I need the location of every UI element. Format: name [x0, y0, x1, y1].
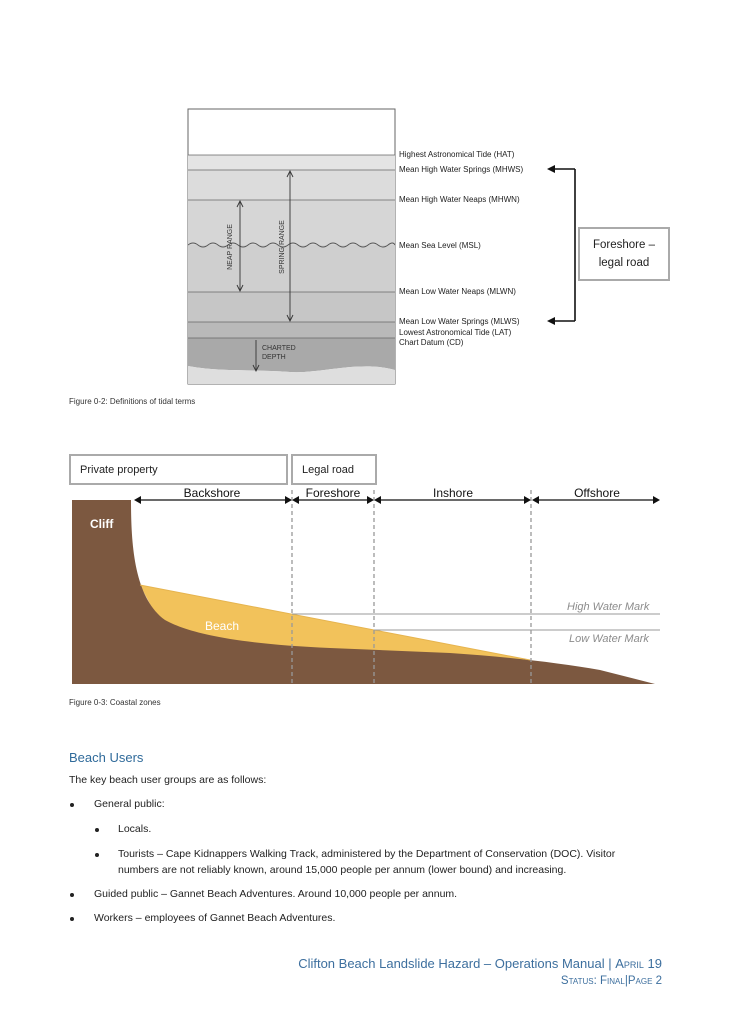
footer-status-line [561, 975, 662, 987]
figure1-caption: Figure 0-2: Definitions of tidal terms [69, 397, 196, 406]
footer-date: April 19 [615, 956, 662, 971]
hat-label: Highest Astronomical Tide (HAT) [399, 150, 515, 159]
intro-paragraph: The key beach user groups are as follows: [69, 774, 267, 786]
foreshore-bracket [549, 169, 575, 321]
footer-status-value: Final [600, 975, 625, 987]
foreshore-box-line2: legal road [598, 257, 650, 269]
bullet-workers: Workers – employees of Gannet Beach Adventures. [94, 912, 336, 924]
foreshore-legal-road-box [579, 228, 669, 280]
bullet-dot [95, 853, 99, 857]
coastal-zones-figure [0, 448, 732, 713]
foreshore-box-line1: Foreshore – [592, 239, 656, 251]
footer-status-label: Status: [560, 975, 597, 987]
msl-label: Mean Sea Level (MSL) [399, 241, 481, 250]
bullet-dot [95, 828, 99, 832]
foreshore-label: Foreshore [305, 486, 361, 500]
bracket-arrow-top [547, 165, 555, 173]
depth-label: DEPTH [262, 354, 286, 361]
neap-range-label: NEAP RANGE [227, 224, 234, 270]
figure2-caption: Figure 0-3: Coastal zones [69, 698, 161, 707]
charted-label: CHARTED [262, 345, 296, 352]
mhwn-label: Mean High Water Neaps (MHWN) [399, 195, 520, 204]
footer-page: Page 2 [627, 975, 662, 987]
beach-label: Beach [205, 619, 240, 633]
footer-separator: | [608, 956, 612, 971]
beach-users-heading: Beach Users [69, 750, 144, 765]
lat-band [188, 322, 395, 338]
footer-title: Clifton Beach Landslide Hazard – Operations Manual [298, 956, 605, 971]
bullet-locals: Locals. [118, 823, 152, 835]
bullet-tourists-line1: Tourists – Cape Kidnappers Walking Track, administered by the Department of Conservation (DOC). Visitor [118, 848, 616, 860]
bullet-dot [70, 803, 74, 807]
bullet-tourists-line2: numbers are not reliably known, around 15,000 people per annum (lower bound) and increasing. [118, 864, 567, 876]
high-water-mark-label: High Water Mark [567, 601, 650, 613]
bullet-dot [70, 893, 74, 897]
inshore-label: Inshore [432, 486, 474, 500]
bullet-general-public: General public: [94, 798, 165, 810]
bullet-guided-public: Guided public – Gannet Beach Adventures. Around 10,000 people per annum. [94, 888, 458, 900]
lat-label: Lowest Astronomical Tide (LAT) [399, 328, 512, 337]
cliff-label: Cliff [90, 517, 114, 531]
backshore-label: Backshore [183, 486, 241, 500]
hat-band [188, 155, 395, 170]
bracket-arrow-bottom [547, 317, 555, 325]
bullet-dot [70, 917, 74, 921]
upper-water-band [188, 200, 395, 245]
offshore-label: Offshore [574, 486, 620, 500]
tidal-terms-figure [0, 0, 732, 420]
spring-range-label: SPRING RANGE [279, 220, 286, 274]
cd-label: Chart Datum (CD) [399, 338, 464, 347]
private-property-label: Private property [80, 464, 158, 476]
lower-water-band [188, 245, 395, 292]
mlws-label: Mean Low Water Springs (MLWS) [399, 317, 520, 326]
footer-title-line [298, 956, 662, 971]
mlwn-label: Mean Low Water Neaps (MLWN) [399, 287, 516, 296]
mhws-label: Mean High Water Springs (MHWS) [399, 165, 524, 174]
low-water-mark-label: Low Water Mark [569, 633, 649, 645]
footer-separator-2: | [624, 975, 628, 987]
legal-road-label: Legal road [302, 464, 354, 476]
